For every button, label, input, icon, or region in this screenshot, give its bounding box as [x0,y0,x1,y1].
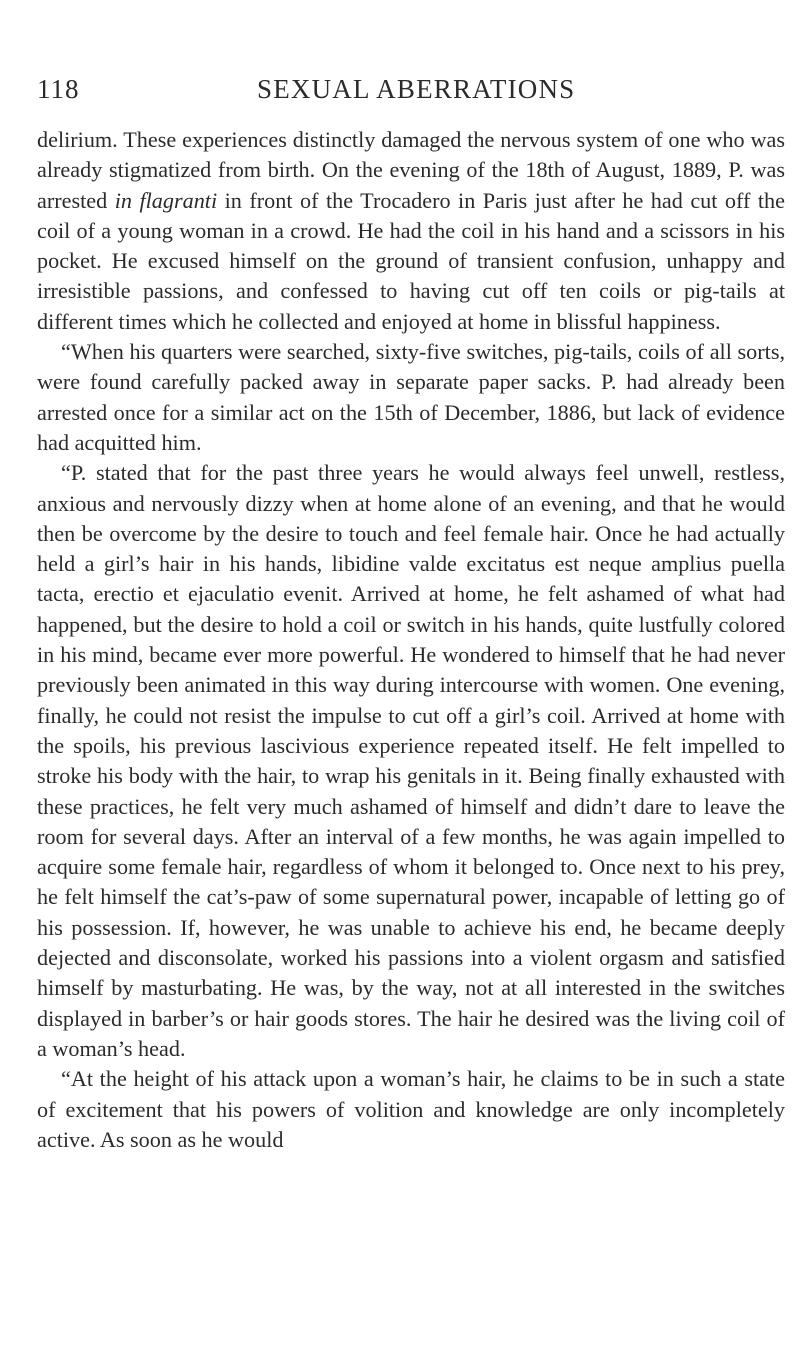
running-head [37,74,785,114]
body-text [37,125,785,1155]
paragraph-1 [37,125,785,337]
paragraph-1-text-b: in front of the Trocadero in Paris just after he had cut off the coil of a young woman in a crowd. He had the coil in his hand and a scissors in his pocket. He excused himself on the ground of transient confusion, unhappy and irresistible passions, and confessed to having cut off ten coils or pig-tails at different times which he collected and enjoyed at home in blissful happiness. [37,187,785,334]
paragraph-2: “When his quarters were searched, sixty-five switches, pig-tails, coils of all sorts, were found carefully packed away in separate paper sacks. P. had already been arrested once for a similar act on the 15th of December, 1886, but lack of evidence had acquitted him. [37,339,785,455]
page-number: 118 [37,74,80,104]
paragraph-4: “At the height of his attack upon a woman’s hair, he claims to be in such a state of excitement that his powers of volition and knowledge are only incompletely active. As soon as he would [37,1066,785,1152]
running-title: SEXUAL ABERRATIONS [257,74,576,104]
book-page [37,74,785,1155]
italic-phrase: in flagranti [114,187,218,213]
paragraph-1-text-a: delirium. These experiences distinctly damaged the nervous system of one who was already stigmatized from birth. On the evening of the 18th of August, 1889, P. was arrested [37,127,785,213]
paragraph-3: “P. stated that for the past three years he would always feel unwell, restless, anxious and nervously dizzy when at home alone of an evening, and that he would then be overcome by the desire to touch and feel female hair. Once he had actually held a girl’s hair in his hands, libidine valde excitatus est neque amplius puella tacta, erectio et ejaculatio evenit. Arrived at home, he felt ashamed of what had happened, but the desire to hold a coil or switch in his hands, quite lustfully colored in his mind, became ever more powerful. He wondered to himself that he had never previously been animated in this way during intercourse with women. One evening, finally, he could not resist the impulse to cut off a girl’s coil. Arrived at home with the spoils, his previous lascivious experience repeated itself. He felt impelled to stroke his body with the hair, to wrap his genitals in it. Being finally exhausted with these practices, he felt very much ashamed of himself and didn’t dare to leave the room for several days. After an interval of a few months, he was again impelled to acquire some female hair, regardless of whom it belonged to. Once next to his prey, he felt himself the cat’s-paw of some supernatural power, incapable of letting go of his possession. If, however, he was unable to achieve his end, he became deeply dejected and disconsolate, worked his passions into a violent orgasm and satisfied himself by masturbating. He was, by the way, not at all interested in the switches displayed in barber’s or hair goods stores. The hair he desired was the living coil of a woman’s head. [37,460,785,1061]
